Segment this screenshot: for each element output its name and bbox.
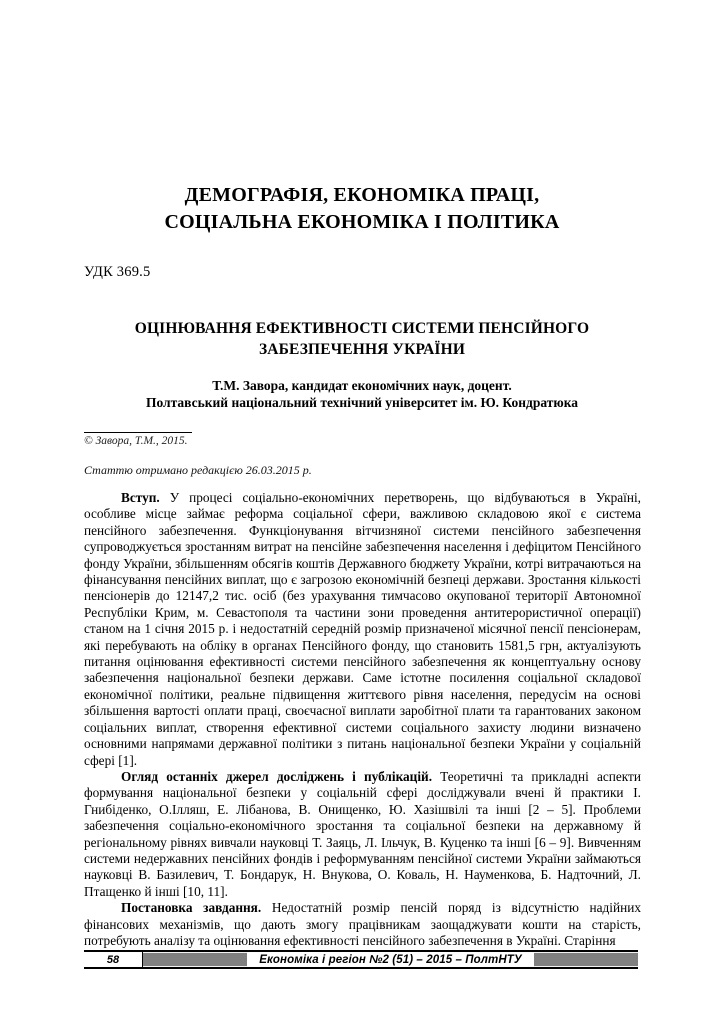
author-name-line: Т.М. Завора, кандидат економічних наук, доцент. [212, 378, 512, 393]
udc-code: УДК 369.5 [84, 264, 151, 280]
footer-band-left [143, 952, 247, 967]
affiliation-line: Полтавський національний технічний університет ім. Ю. Кондратюка [145, 395, 579, 410]
paragraph-lead-in: Постановка завдання. [121, 900, 262, 916]
article-body [84, 490, 641, 949]
author-affiliation-block [84, 377, 640, 411]
page-footer [84, 950, 638, 969]
page-number: 58 [84, 952, 143, 967]
section-heading-line-1: ДЕМОГРАФІЯ, ЕКОНОМІКА ПРАЦІ, [184, 184, 540, 206]
section-heading-line-2: СОЦІАЛЬНА ЕКОНОМІКА І ПОЛІТИКА [164, 211, 560, 233]
paragraph-text: У процесі соціально-економічних перетворень, що відбуваються в Україні, особливе місце займає реформа соціальної сфери, важливою складовою якої є система пенсійного забезпечення. Функціонування вітчизняної системи пенсійного забезпечення супроводжується зростанням витрат на пенсійне забезпечення населення і дефіцитом Пенсійного фонду України, збільшенням обсягів коштів Державного бюджету України, котрі витрачаються на фінансування пенсійних виплат, що є загрозою економічній безпеці держави. Зростання кількості пенсіонерів до 12147,2 тис. осіб (без урахування тимчасово окупованої території Автономної Республіки Крим, м. Севастополя та частини зони проведення антитерористичної операції) станом на 1 січня 2015 р. і недостатній середній розмір призначеної місячної пенсії пенсіонерам, які перебувають на обліку в органах Пенсійного фонду, що становить 1581,5 грн, актуалізують питання оцінювання ефективності системи пенсійного забезпечення як концептуальну основу забезпечення національної безпеки держави. Саме істотне посилення соціальної складової економічної політики, реальне підвищення життєвого рівня населення, передусім на основі збільшення вартості оплати праці, своєчасної виплати заробітної плати та гарантованих законом соціальних виплат, створення ефективної системи соціального захисту людини визначено основними напрямами державної політики з питань національної безпеки України у соціальній сфері [1]. [84, 490, 641, 768]
paragraph-text: Теоретичні та прикладні аспекти формування національної безпеки у соціальній сфері досліджували вчені й практики І. Гнибіденко, О.Ілляш, Е. Лібанова, В. Онищенко, Ю. Хазішвілі та інші [2 – 5]. Проблеми забезпечення соціально-економічного зростання та соціальної безпеки на державному й регіональному рівнях вивчали науковці Т. Заяць, Л. Ільчук, В. Куценко та інші [6 – 9]. Вивченням системи недержавних пенсійних фондів і реформуванням пенсійної системи України займаються науковці В. Базилевич, Т. Бондарук, Н. Внукова, О. Коваль, Н. Науменкова, Б. Надточний, Л. Птащенко й інші [10, 11]. [84, 768, 641, 899]
section-heading [84, 182, 640, 236]
article-title [84, 318, 640, 360]
paragraph-literature-review [84, 769, 641, 900]
paragraph-lead-in: Огляд останніх джерел досліджень і публікацій. [121, 768, 433, 784]
received-date: Статтю отримано редакцією 26.03.2015 р. [84, 463, 312, 477]
footer-band-right [534, 952, 638, 967]
article-title-line-1: ОЦІНЮВАННЯ ЕФЕКТИВНОСТІ СИСТЕМИ ПЕНСІЙНОГО [134, 320, 590, 337]
paragraph-text: Недостатній розмір пенсій поряд із відсутністю надійних фінансових механізмів, що дають змогу працівникам заощаджувати кошти на старість, потребують аналізу та оцінювання ефективності пенсійного забезпечення в Україні. Старіння [84, 900, 641, 948]
paragraph-lead-in: Вступ. [121, 490, 160, 505]
paragraph-introduction [84, 490, 641, 769]
copyright-divider [84, 432, 192, 433]
article-title-line-2: ЗАБЕЗПЕЧЕННЯ УКРАЇНИ [258, 341, 466, 358]
journal-citation: Економіка і регіон №2 (51) – 2015 – ПолтНТУ [247, 952, 534, 967]
paragraph-problem-statement [84, 900, 641, 949]
copyright-notice: © Завора, Т.М., 2015. [84, 435, 188, 447]
